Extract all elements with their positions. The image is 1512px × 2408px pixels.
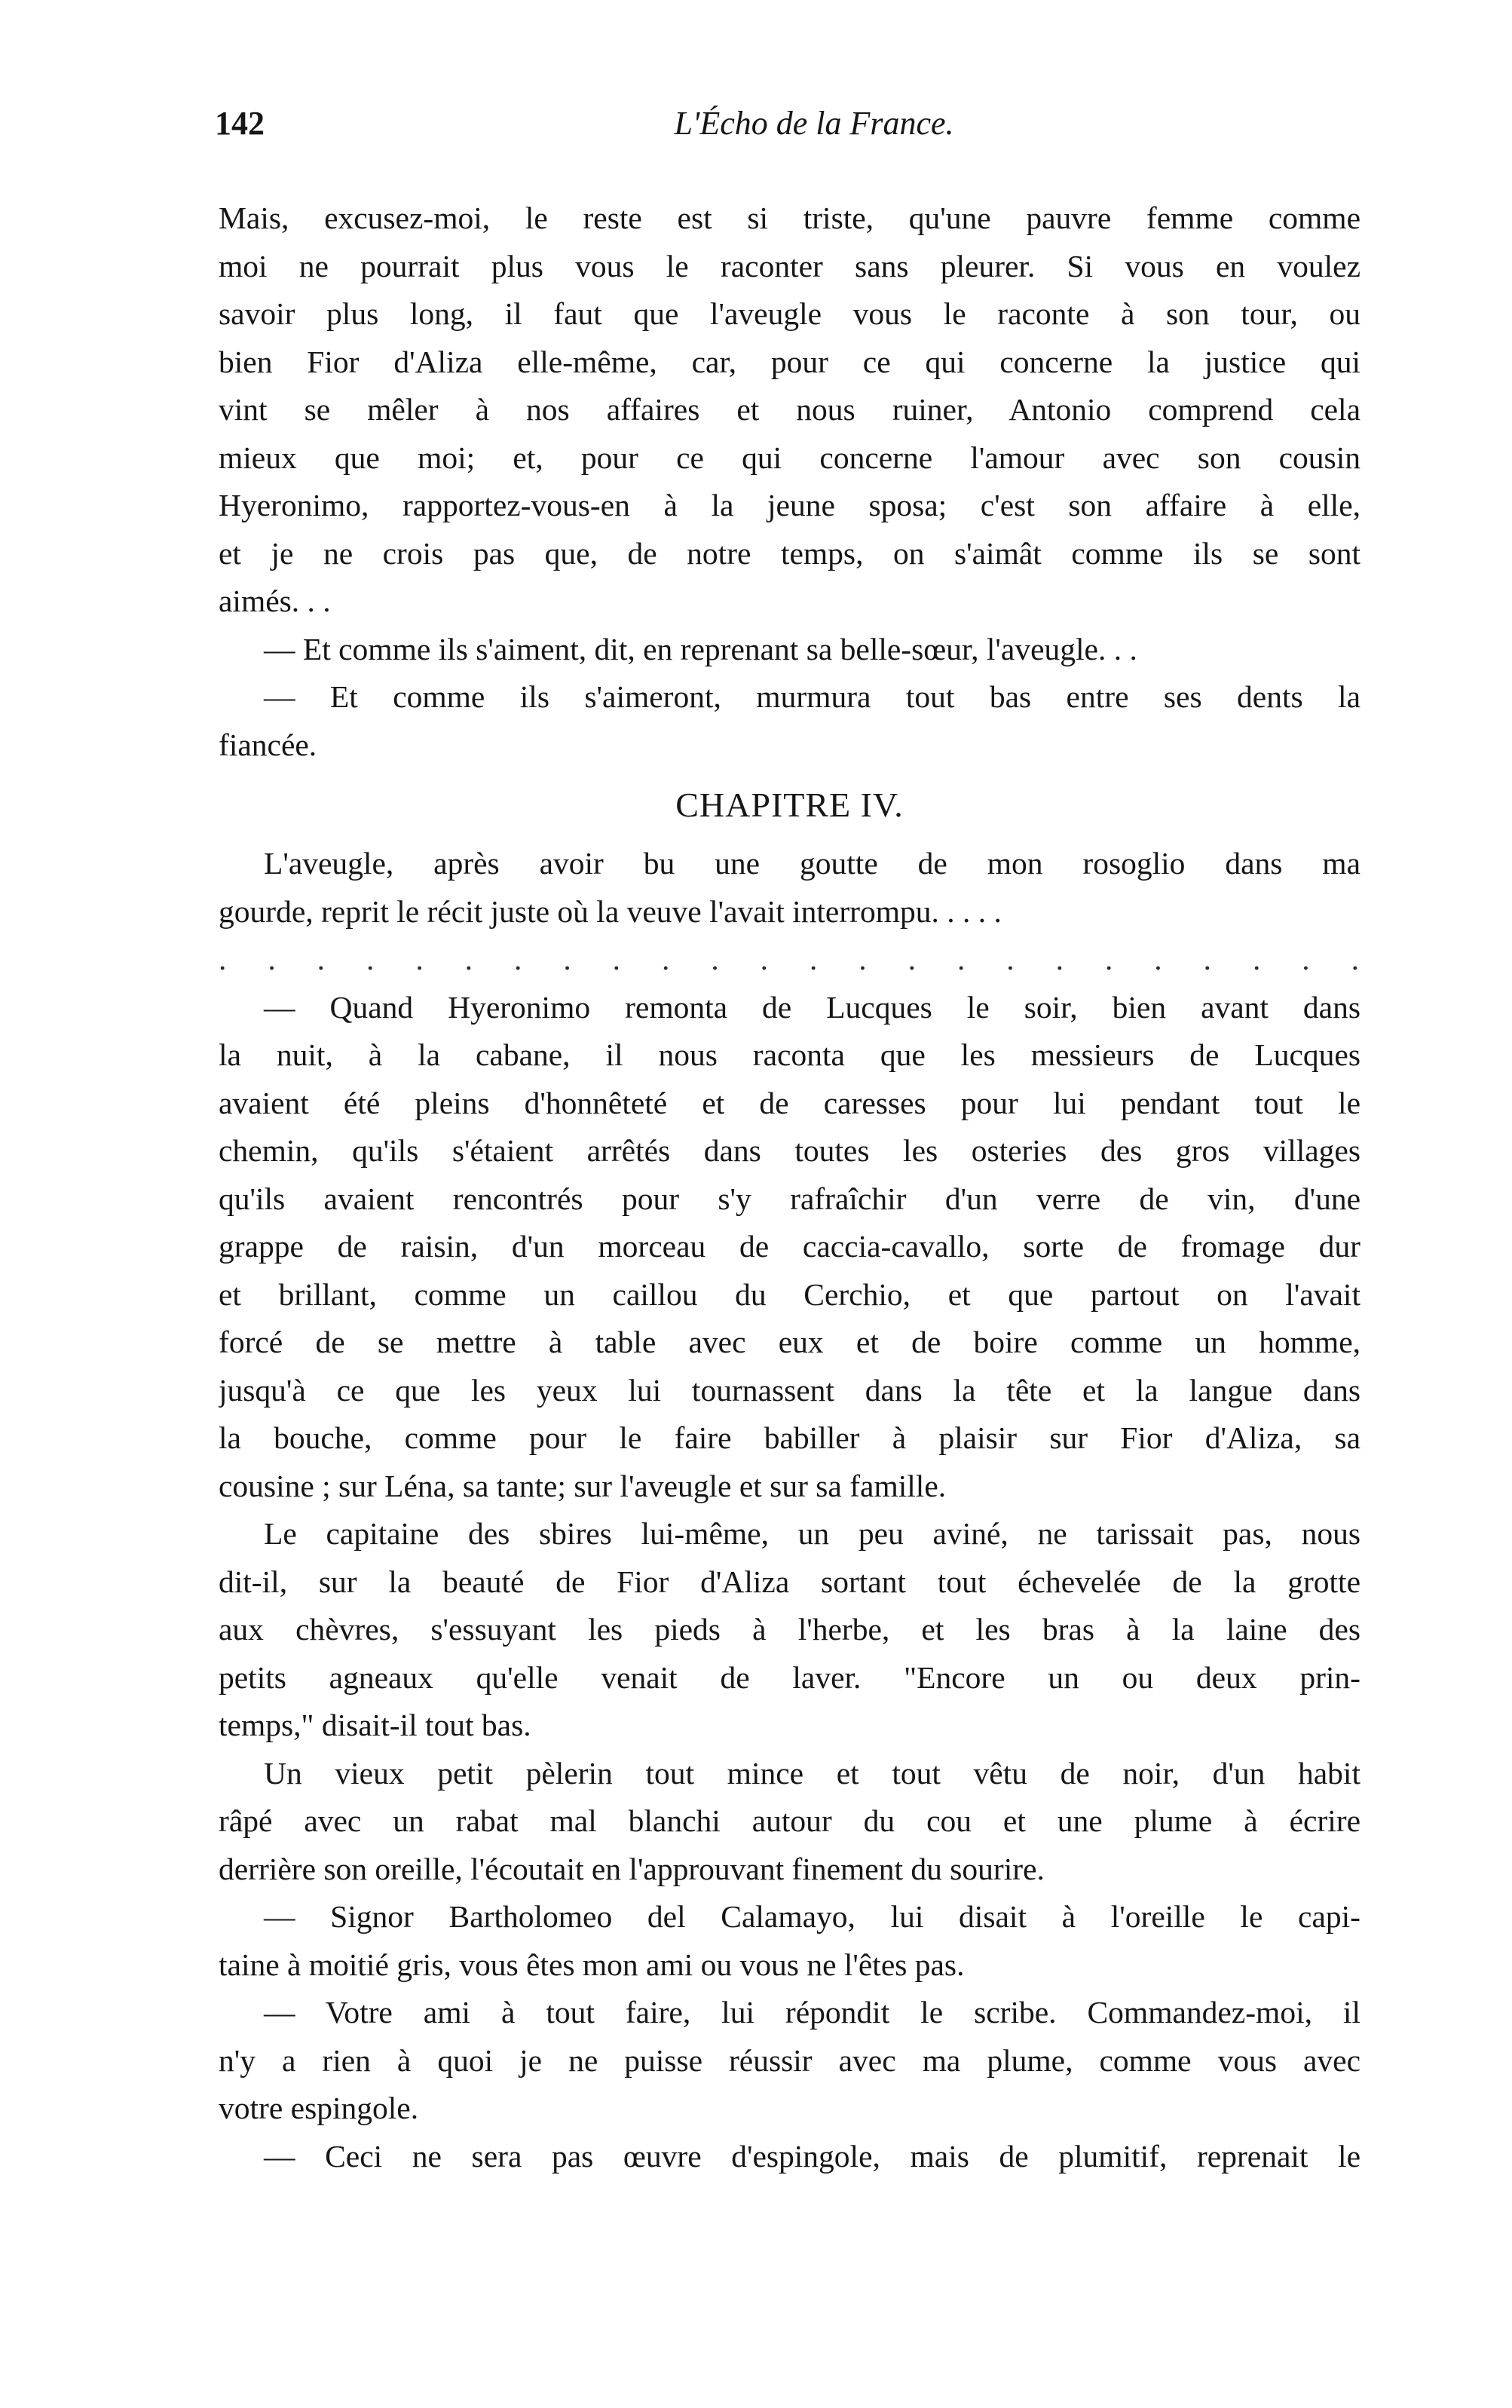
ellipsis-dots-line: . . . . . . . . . . . . . . . . . . . . . . . . [219,942,1360,976]
text-line: L'aveugle, après avoir bu une goutte de mon rosoglio dans ma [264,846,1360,881]
text-line: moi ne pourrait plus vous le raconter sans pleurer. Si vous en voulez [219,248,1360,283]
text-line: Mais, excusez-moi, le reste est si triste, qu'une pauvre femme comme [219,201,1360,235]
text-line: aimés. . . [219,584,331,618]
text-line: — Et comme ils s'aimeront, murmura tout bas entre ses dents la [264,679,1360,714]
paragraph-7 [219,1750,1360,1894]
text-line: avaient été pleins d'honnêteté et de caresses pour lui pendant tout le [219,1085,1360,1120]
paragraph-9 [219,1989,1360,2133]
page-number: 142 [215,105,265,142]
text-line: votre espingole. [219,2091,419,2125]
paragraph-4 [219,840,1360,936]
paragraph-3 [219,673,1360,769]
text-line: la nuit, à la cabane, il nous raconta que les messieurs de Lucques [219,1037,1360,1072]
text-line: vint se mêler à nos affaires et nous ruiner, Antonio comprend cela [219,392,1360,427]
text-line: râpé avec un rabat mal blanchi autour du cou et une plume à écrire [219,1803,1360,1838]
text-line: et je ne crois pas que, de notre temps, on s'aimât comme ils se sont [219,535,1360,571]
text-line: petits agneaux qu'elle venait de laver. "Encore un ou deux prin- [219,1659,1360,1695]
text-line: jusqu'à ce que les yeux lui tournassent dans la tête et la langue dans [219,1372,1360,1408]
text-line: — Ceci ne sera pas œuvre d'espingole, mais de plumitif, reprenait le [264,2138,1360,2174]
text-line: grappe de raisin, d'un morceau de caccia-cavallo, sorte de fromage dur [219,1229,1360,1264]
text-line: Un vieux petit pèlerin tout mince et tout vêtu de noir, d'un habit [264,1755,1360,1791]
text-line: aux chèvres, s'essuyant les pieds à l'herbe, et les bras à la laine des [219,1612,1360,1647]
paragraph-8 [219,1893,1360,1989]
text-line: gourde, reprit le récit juste où la veuve l'avait interrompu. . . . . [219,893,1002,929]
paragraph-10 [219,2133,1360,2181]
paragraph-6 [219,1510,1360,1750]
text-line: — Et comme ils s'aiment, dit, en reprenant sa belle-sœur, l'aveugle. . . [264,631,1137,666]
text-line: dit-il, sur la beauté de Fior d'Aliza sortant tout échevelée de la grotte [219,1564,1360,1599]
text-line: derrière son oreille, l'écoutait en l'approuvant finement du sourire. [219,1851,1045,1886]
text-line: et brillant, comme un caillou du Cerchio, et que partout on l'avait [219,1276,1360,1312]
paragraph-1 [219,195,1360,626]
text-line: chemin, qu'ils s'étaient arrêtés dans toutes les osteries des gros villages [219,1133,1360,1168]
text-line: mieux que moi; et, pour ce qui concerne l'amour avec son cousin [219,440,1360,475]
text-line: — Signor Bartholomeo del Calamayo, lui disait à l'oreille le capi- [264,1899,1360,1934]
text-line: forcé de se mettre à table avec eux et de boire comme un homme, [219,1325,1360,1359]
text-line: qu'ils avaient rencontrés pour s'y rafraîchir d'un verre de vin, d'une [219,1181,1360,1216]
text-line: Hyeronimo, rapportez-vous-en à la jeune sposa; c'est son affaire à elle, [219,488,1360,522]
text-line: taine à moitié gris, vous êtes mon ami ou vous ne l'êtes pas. [219,1947,965,1982]
text-line: la bouche, comme pour le faire babiller à plaisir sur Fior d'Aliza, sa [219,1420,1360,1455]
chapter-title: CHAPITRE IV. [675,786,904,824]
text-line: Le capitaine des sbires lui-même, un peu aviné, ne tarissait pas, nous [264,1516,1360,1551]
body-text [219,195,1360,2180]
text-line: fiancée. [219,727,317,762]
running-title: L'Écho de la France. [674,105,954,142]
text-line: n'y a rien à quoi je ne puisse réussir avec ma plume, comme vous avec [219,2042,1360,2078]
text-line: — Quand Hyeronimo remonta de Lucques le soir, bien avant dans [264,989,1360,1025]
text-line: savoir plus long, il faut que l'aveugle vous le raconte à son tour, ou [219,296,1360,331]
paragraph-2 [219,626,1360,674]
page-header [215,104,1360,157]
paragraph-5 [219,984,1360,1511]
text-line: temps," disait-il tout bas. [219,1708,531,1742]
text-line: bien Fior d'Aliza elle-même, car, pour ce qui concerne la justice qui [219,344,1360,379]
text-line: — Votre ami à tout faire, lui répondit le scribe. Commandez-moi, il [264,1995,1360,2030]
text-line: cousine ; sur Léna, sa tante; sur l'aveugle et sur sa famille. [219,1468,947,1503]
